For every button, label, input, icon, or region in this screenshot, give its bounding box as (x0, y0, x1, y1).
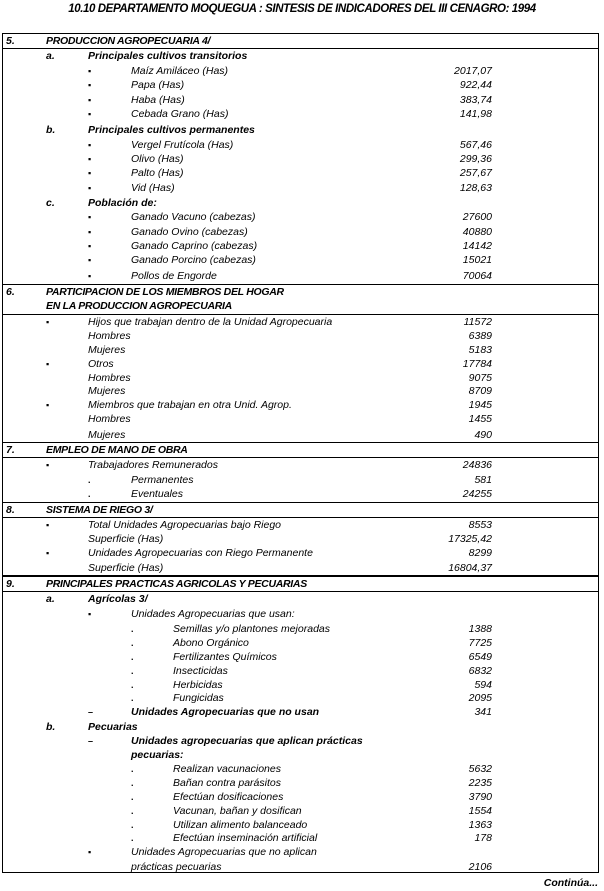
list-item (0, 705, 604, 719)
bullet-icon: ▪ (46, 359, 50, 369)
list-item (0, 371, 604, 385)
list-item (0, 734, 604, 748)
item-label: Insecticidas (173, 665, 228, 677)
item-label: Olivo (Has) (131, 153, 184, 165)
item-value: 15021 (462, 254, 492, 266)
item-label: Bañan contra parásitos (173, 777, 281, 789)
item-label: Fertilizantes Químicos (173, 651, 277, 663)
item-label: Semillas y/o plantones mejoradas (173, 623, 330, 635)
bullet-icon: ▪ (46, 548, 50, 558)
list-item (0, 650, 604, 664)
item-label: Eventuales (131, 488, 183, 500)
list-item (0, 473, 604, 487)
bullet-icon: . (131, 638, 134, 648)
continues-note: Continúa... (543, 877, 598, 889)
item-value: 341 (474, 706, 492, 718)
list-item (0, 776, 604, 790)
item-value: 2106 (468, 861, 492, 873)
item-value: 178 (474, 832, 492, 844)
list-item (0, 664, 604, 678)
bullet-icon: ▪ (88, 95, 92, 105)
item-value: 1455 (468, 413, 492, 425)
list-item (0, 487, 604, 501)
item-label: Mujeres (88, 385, 126, 397)
list-item (0, 845, 604, 859)
item-value: 14142 (462, 240, 492, 252)
bullet-icon: ▪ (88, 255, 92, 265)
section-header-6-line2 (0, 299, 604, 313)
item-value: 2095 (468, 692, 492, 704)
item-label: Vid (Has) (131, 182, 175, 194)
item-value: 8553 (468, 519, 492, 531)
item-label: Abono Orgánico (173, 637, 249, 649)
list-item (0, 166, 604, 180)
item-value: 594 (474, 679, 492, 691)
item-value: 24836 (462, 459, 492, 471)
list-item (0, 225, 604, 239)
subsection-letter: a. (46, 50, 55, 62)
item-label: Hijos que trabajan dentro de la Unidad Agropecuaria (88, 316, 333, 328)
subsection-letter: b. (46, 721, 56, 733)
list-item (0, 607, 604, 621)
bullet-icon: ▪ (46, 520, 50, 530)
list-item (0, 622, 604, 636)
item-label: Unidades Agropecuarias que no usan (131, 706, 320, 718)
item-value: 16804,37 (448, 562, 492, 574)
subsection-title: Principales cultivos transitorios (88, 50, 248, 62)
list-item (0, 343, 604, 357)
bullet-icon: ▪ (46, 317, 50, 327)
list-item (0, 357, 604, 371)
item-value: 17325,42 (448, 533, 492, 545)
subsection-letter: a. (46, 593, 55, 605)
item-label: Efectúan inseminación artificial (173, 832, 318, 844)
item-label: Haba (Has) (131, 94, 185, 106)
item-value: 141,98 (459, 108, 492, 120)
list-item (0, 152, 604, 166)
bullet-icon: . (131, 693, 134, 703)
item-value: 1554 (468, 805, 492, 817)
item-value: 8709 (468, 385, 492, 397)
bullet-icon: . (131, 680, 134, 690)
item-label: Mujeres (88, 344, 126, 356)
item-label: Superficie (Has) (88, 562, 164, 574)
item-value: 70064 (462, 270, 492, 282)
item-value: 5183 (468, 344, 492, 356)
bullet-icon: ▪ (88, 154, 92, 164)
list-item (0, 428, 604, 442)
subsection-letter: b. (46, 124, 56, 136)
list-item (0, 253, 604, 267)
bullet-icon: ▪ (88, 847, 92, 857)
section-number: 5. (6, 35, 15, 47)
item-label: Utilizan alimento balanceado (173, 819, 308, 831)
list-item (0, 107, 604, 121)
item-value: 8299 (468, 547, 492, 559)
bullet-icon: . (131, 652, 134, 662)
bullet-icon: ▪ (88, 609, 92, 619)
item-value: 6832 (468, 665, 492, 677)
bullet-icon: ▪ (88, 109, 92, 119)
bullet-icon: ▪ (46, 400, 50, 410)
bullet-icon: ▪ (88, 140, 92, 150)
item-value: 383,74 (459, 94, 492, 106)
list-item (0, 315, 604, 329)
subsection-header (0, 123, 604, 137)
list-item (0, 384, 604, 398)
item-value: 40880 (462, 226, 492, 238)
item-label: Mujeres (88, 429, 126, 441)
item-value: 1945 (468, 399, 492, 411)
list-item (0, 804, 604, 818)
list-item (0, 678, 604, 692)
item-value: 7725 (468, 637, 492, 649)
item-label: Miembros que trabajan en otra Unid. Agrop. (88, 399, 292, 411)
item-label: Hombres (88, 330, 131, 342)
list-item (0, 831, 604, 845)
item-label: Ganado Ovino (cabezas) (131, 226, 248, 238)
subsection-letter: c. (46, 197, 55, 209)
list-item (0, 93, 604, 107)
item-label: Vergel Frutícola (Has) (131, 139, 234, 151)
list-item (0, 691, 604, 705)
item-value: 11572 (463, 316, 492, 328)
item-label: Unidades agropecuarias que aplican prácticas (131, 735, 363, 747)
bullet-icon: ▪ (88, 80, 92, 90)
section-header-9 (0, 577, 604, 591)
section-header-7 (0, 443, 604, 457)
item-label: Total Unidades Agropecuarias bajo Riego (88, 519, 282, 531)
section-header-5 (0, 34, 604, 48)
bullet-icon: ▪ (88, 183, 92, 193)
item-value: 1363 (468, 819, 492, 831)
item-value: 2017,07 (454, 65, 492, 77)
page-title: 10.10 DEPARTAMENTO MOQUEGUA : SINTESIS DE INDICADORES DEL III CENAGRO: 1994 (68, 3, 536, 15)
item-label: Cebada Grano (Has) (131, 108, 229, 120)
section-title: PRODUCCION AGROPECUARIA 4/ (46, 35, 211, 47)
item-label: Maíz Amiláceo (Has) (131, 65, 229, 77)
bullet-icon: ▪ (88, 212, 92, 222)
list-item (0, 518, 604, 532)
subsection-title: Población de: (88, 197, 157, 209)
item-label: Vacunan, bañan y dosifican (173, 805, 302, 817)
item-value: 27600 (462, 211, 492, 223)
subsection-title: Pecuarias (88, 721, 138, 733)
item-value: 9075 (468, 372, 492, 384)
bullet-icon: ▪ (46, 460, 50, 470)
list-item (0, 458, 604, 472)
bullet-icon: – (88, 736, 94, 746)
section-number: 9. (6, 578, 15, 590)
bullet-icon: ▪ (88, 66, 92, 76)
section-title: PRINCIPALES PRACTICAS AGRICOLAS Y PECUARIAS (46, 578, 307, 590)
subsection-title: Principales cultivos permanentes (88, 124, 255, 136)
subsection-header (0, 592, 604, 606)
item-label: Efectúan dosificaciones (173, 791, 284, 803)
section-header-6 (0, 285, 604, 299)
item-value: 1388 (468, 623, 492, 635)
bullet-icon: . (131, 833, 134, 843)
item-value: 922,44 (459, 79, 492, 91)
section-number: 7. (6, 444, 15, 456)
list-item (0, 636, 604, 650)
item-label: Hombres (88, 413, 131, 425)
item-value: 257,67 (459, 167, 492, 179)
list-item (0, 398, 604, 412)
item-label: Herbicidas (173, 679, 223, 691)
item-label: Ganado Porcino (cabezas) (131, 254, 256, 266)
bullet-icon: ▪ (88, 168, 92, 178)
item-label: Superficie (Has) (88, 533, 164, 545)
item-label: Hombres (88, 372, 131, 384)
bullet-icon: ▪ (88, 241, 92, 251)
bullet-icon: ▪ (88, 227, 92, 237)
list-item (0, 138, 604, 152)
item-label: Permanentes (131, 474, 194, 486)
subsection-header (0, 49, 604, 63)
section-title: SISTEMA DE RIEGO 3/ (46, 504, 153, 516)
list-item (0, 78, 604, 92)
item-label: Otros (88, 358, 114, 370)
item-label: Papa (Has) (131, 79, 185, 91)
item-label: Palto (Has) (131, 167, 184, 179)
item-label: Ganado Vacuno (cabezas) (131, 211, 256, 223)
bullet-icon: – (88, 707, 94, 717)
item-label: Ganado Caprino (cabezas) (131, 240, 258, 252)
item-value: 17784 (462, 358, 492, 370)
section-header-8 (0, 503, 604, 517)
list-item (0, 860, 604, 874)
list-item (0, 269, 604, 283)
list-item (0, 818, 604, 832)
bullet-icon: . (131, 806, 134, 816)
bullet-icon: . (131, 624, 134, 634)
item-value: 490 (474, 429, 492, 441)
subsection-title: Agrícolas 3/ (88, 593, 148, 605)
item-value: 6389 (468, 330, 492, 342)
bullet-icon: ▪ (88, 271, 92, 281)
bullet-icon: . (88, 475, 91, 485)
item-label: Pollos de Engorde (131, 270, 217, 282)
item-value: 567,46 (459, 139, 492, 151)
item-label: Unidades Agropecuarias que no aplican (131, 846, 317, 858)
list-item (0, 561, 604, 575)
list-item (0, 412, 604, 426)
list-item (0, 329, 604, 343)
section-title: EN LA PRODUCCION AGROPECUARIA (46, 300, 232, 312)
bullet-icon: . (88, 489, 91, 499)
item-label: Unidades Agropecuarias que usan: (131, 608, 295, 620)
subsection-header (0, 196, 604, 210)
item-label: Realizan vacunaciones (173, 763, 281, 775)
item-label: pecuarias: (131, 749, 184, 761)
bullet-icon: . (131, 778, 134, 788)
list-item (0, 532, 604, 546)
list-item (0, 546, 604, 560)
item-value: 6549 (468, 651, 492, 663)
item-label: Fungicidas (173, 692, 224, 704)
section-title: EMPLEO DE MANO DE OBRA (46, 444, 188, 456)
item-value: 128,63 (459, 182, 492, 194)
list-item (0, 762, 604, 776)
list-item (0, 181, 604, 195)
bullet-icon: . (131, 820, 134, 830)
item-value: 3790 (468, 791, 492, 803)
item-label: Trabajadores Remunerados (88, 459, 218, 471)
item-value: 299,36 (459, 153, 492, 165)
bullet-icon: . (131, 764, 134, 774)
bullet-icon: . (131, 792, 134, 802)
list-item (0, 239, 604, 253)
list-item (0, 748, 604, 762)
section-number: 6. (6, 286, 15, 298)
subsection-header (0, 720, 604, 734)
list-item (0, 790, 604, 804)
list-item (0, 210, 604, 224)
bullet-icon: . (131, 666, 134, 676)
section-title: PARTICIPACION DE LOS MIEMBROS DEL HOGAR (46, 286, 284, 298)
item-value: 2235 (468, 777, 492, 789)
section-number: 8. (6, 504, 15, 516)
item-value: 581 (474, 474, 492, 486)
item-value: 5632 (468, 763, 492, 775)
item-value: 24255 (462, 488, 492, 500)
list-item (0, 64, 604, 78)
item-label: prácticas pecuarias (131, 861, 222, 873)
item-label: Unidades Agropecuarias con Riego Permanente (88, 547, 313, 559)
